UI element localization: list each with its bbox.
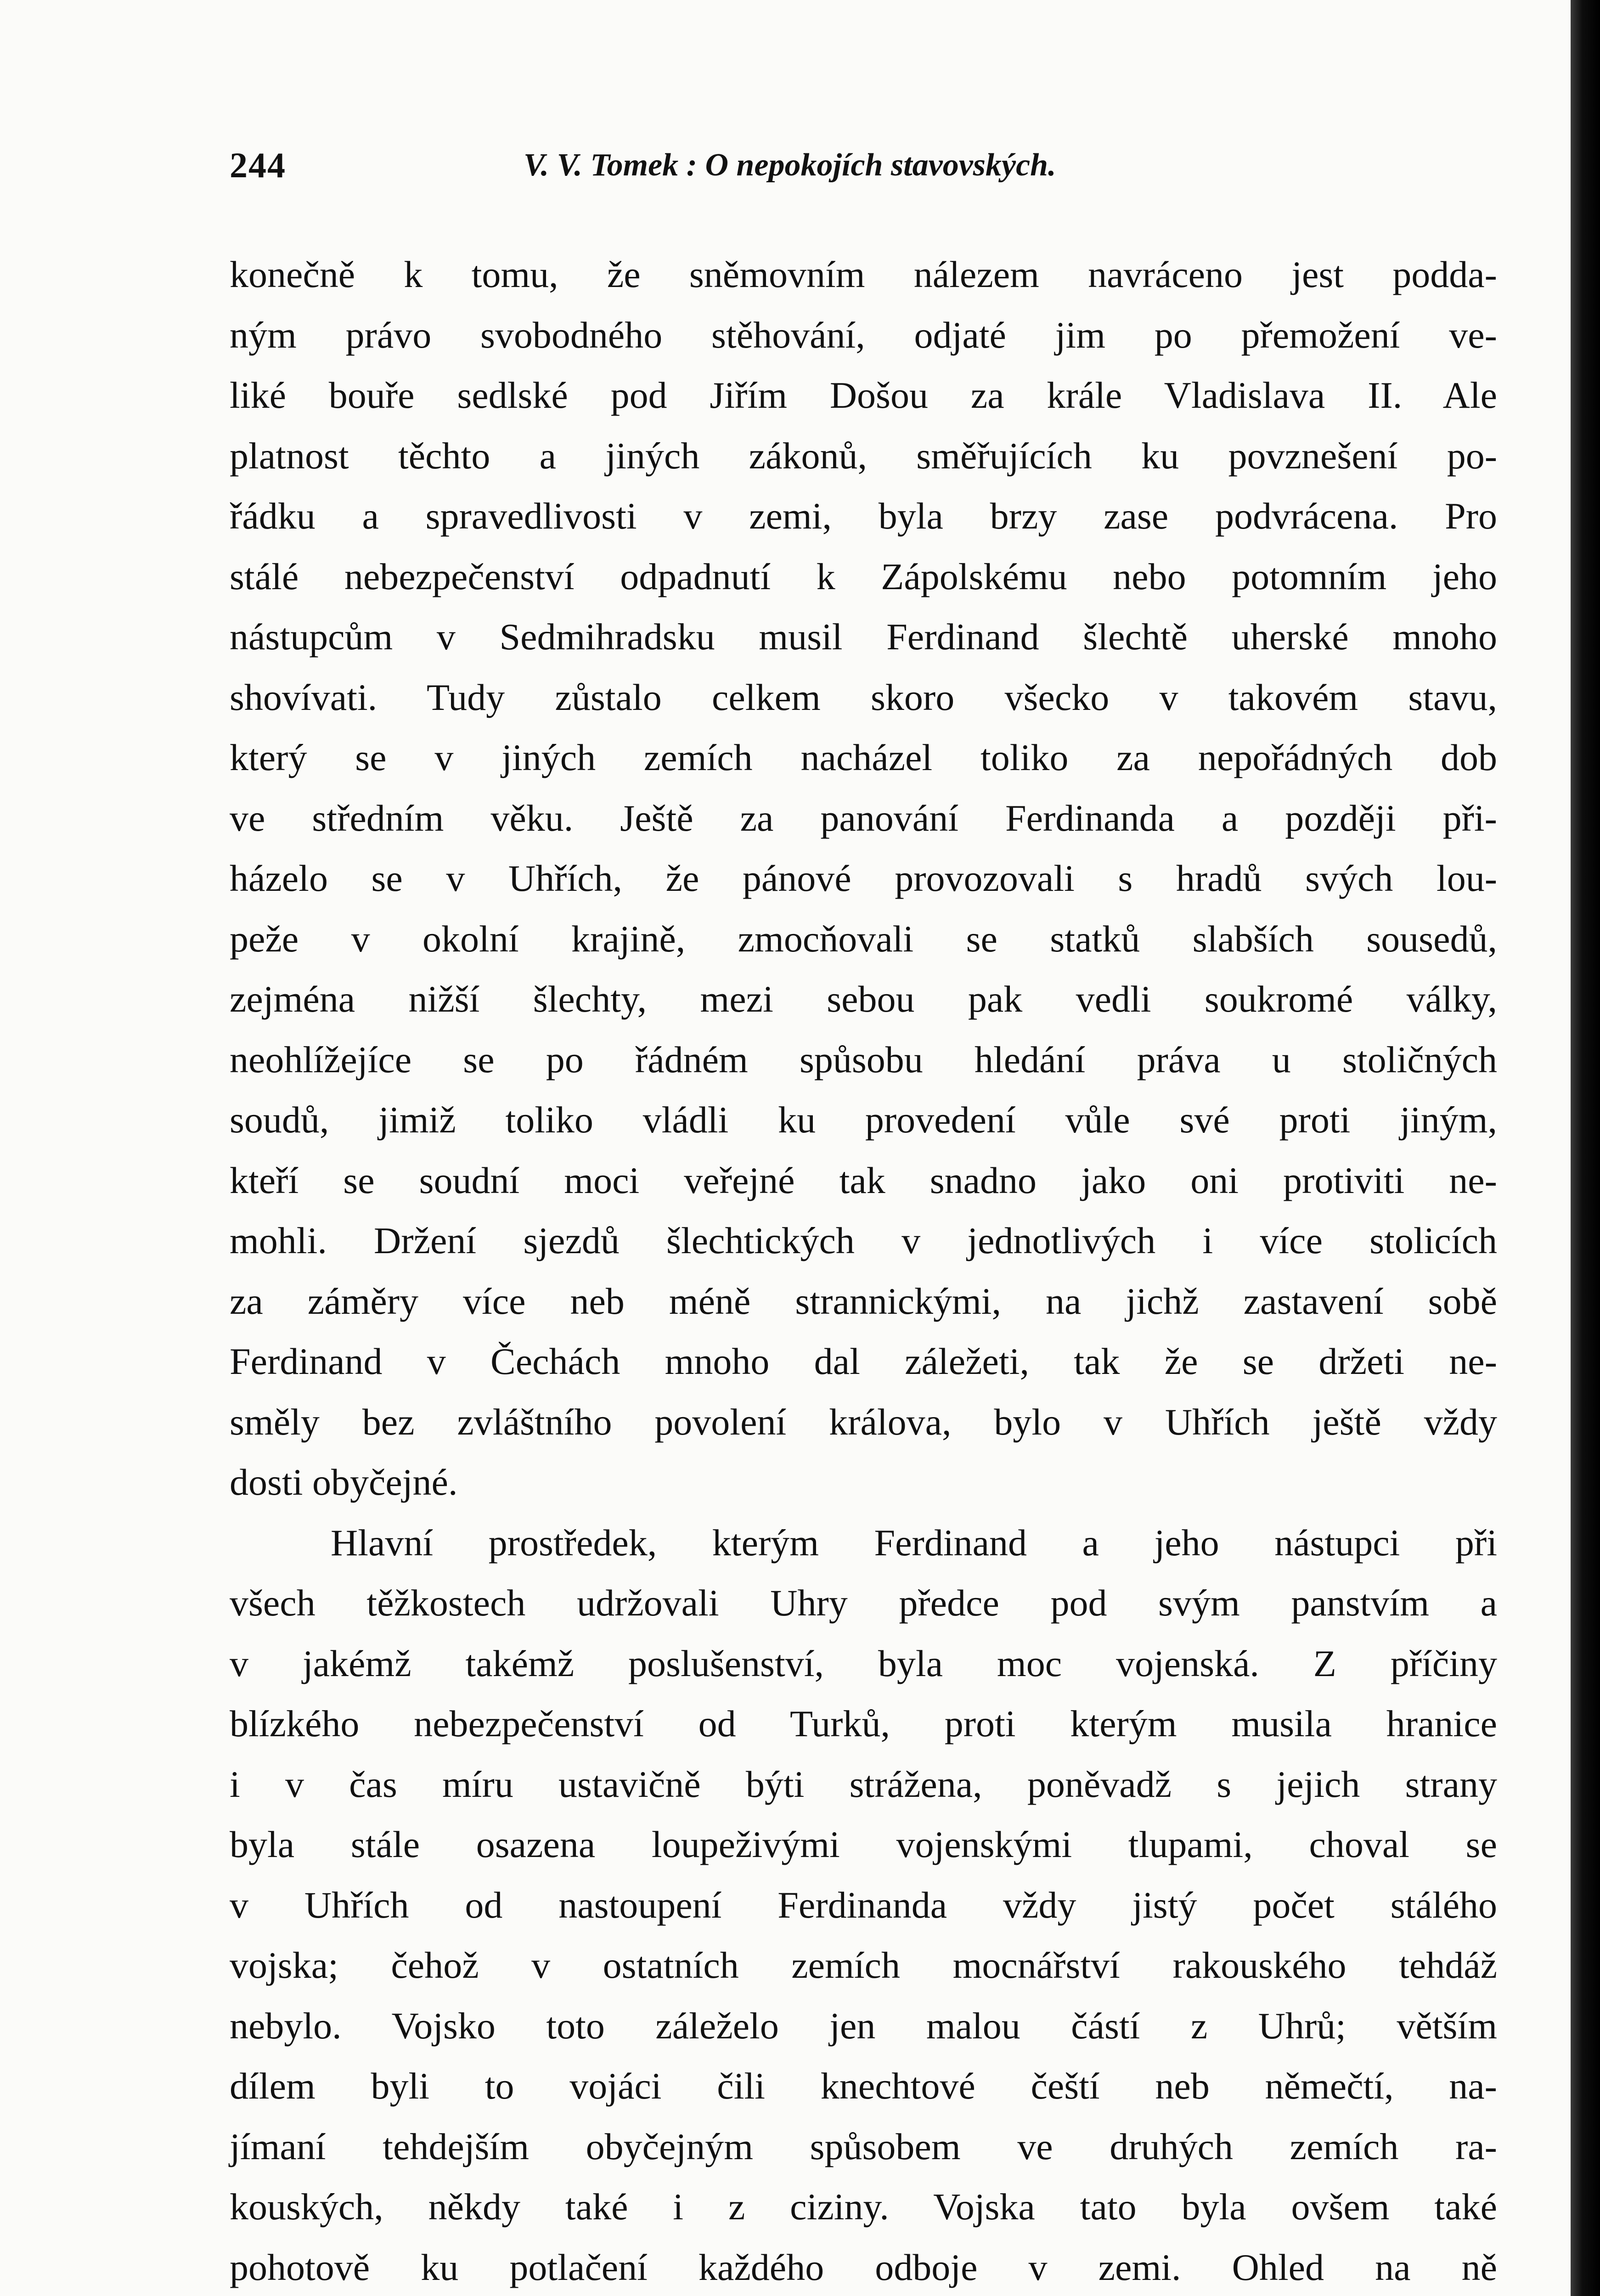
text-line: dosti obyčejné. (230, 1461, 458, 1503)
text-line: který se v jiných zemích nacházel toliko za nepořádných dob (230, 737, 1497, 778)
page-edge-shadow (1571, 0, 1600, 2296)
text-line: byla stále osazena loupeživými vojenskými tlupami, choval se (230, 1823, 1497, 1865)
text-line: ným právo svobodného stěhování, odjaté jim po přemožení ve- (230, 314, 1497, 356)
text-line: házelo se v Uhřích, že pánové provozovali s hradů svých lou- (230, 857, 1497, 899)
text-line: stálé nebezpečenství odpadnutí k Zápolskému nebo potomním jeho (230, 555, 1497, 597)
text-line: blízkého nebezpečenství od Turků, proti kterým musila hranice (230, 1703, 1497, 1745)
text-line: liké bouře sedlské pod Jiřím Došou za krále Vladislava II. Ale (230, 374, 1497, 416)
text-line: nebylo. Vojsko toto záleželo jen malou částí z Uhrů; větším (230, 2004, 1497, 2047)
text-line: neohlížejíce se po řádném spůsobu hledání práva u stoličných (230, 1038, 1497, 1080)
text-line: jímaní tehdejším obyčejným spůsobem ve druhých zemích ra- (230, 2125, 1497, 2167)
text-line: v jakémž takémž poslušenství, byla moc vojenská. Z příčiny (230, 1642, 1497, 1684)
text-line: kteří se soudní moci veřejné tak snadno jako oni protiviti ne- (230, 1159, 1497, 1201)
text-line: za záměry více neb méně strannickými, na jichž zastavení sobě (230, 1280, 1497, 1322)
text-line: konečně k tomu, že sněmovním nálezem navráceno jest podda- (230, 253, 1497, 295)
text-line: řádku a spravedlivosti v zemi, byla brzy zase podvrácena. Pro (230, 495, 1497, 537)
text-line: dílem byli to vojáci čili knechtové čeští neb němečtí, na- (230, 2065, 1497, 2107)
text-line: Hlavní prostředek, kterým Ferdinand a jeho nástupci při (331, 1521, 1497, 1564)
text-line: nástupcům v Sedmihradsku musil Ferdinand šlechtě uherské mnoho (230, 616, 1497, 658)
text-line: v Uhřích od nastoupení Ferdinanda vždy jistý počet stálého (230, 1884, 1497, 1926)
running-title: V. V. Tomek : O nepokojích stavovských. (524, 147, 1056, 183)
text-line: kouských, někdy také i z ciziny. Vojska tato byla ovšem také (230, 2186, 1497, 2228)
text-line: Ferdinand v Čechách mnoho dal záležeti, tak že se držeti ne- (230, 1340, 1497, 1382)
page-number: 244 (230, 145, 286, 185)
text-line: všech těžkostech udržovali Uhry předce pod svým panstvím a (230, 1582, 1497, 1624)
text-line: směly bez zvláštního povolení králova, bylo v Uhřích ještě vždy (230, 1401, 1497, 1443)
text-line: peže v okolní krajině, zmocňovali se statků slabších sousedů, (230, 917, 1497, 960)
text-line: mohli. Držení sjezdů šlechtických v jednotlivých i více stolicích (230, 1220, 1497, 1261)
text-line: shovívati. Tudy zůstalo celkem skoro všecko v takovém stavu, (230, 676, 1497, 718)
text-line: i v čas míru ustavičně býti strážena, poněvadž s jejich strany (230, 1763, 1497, 1805)
text-line: pohotově ku potlačení každého odboje v zemi. Ohled na ně (230, 2246, 1497, 2288)
text-line: soudů, jimiž toliko vládli ku provedení vůle své proti jiným, (230, 1099, 1497, 1141)
body-text (230, 244, 1497, 2296)
text-line: vojska; čehož v ostatních zemích mocnářství rakouského tehdáž (230, 1944, 1497, 1986)
text-line: ve středním věku. Ještě za panování Ferdinanda a později při- (230, 797, 1497, 839)
text-line: zejména nižší šlechty, mezi sebou pak vedli soukromé války, (230, 978, 1497, 1020)
running-head (230, 138, 1506, 193)
text-line: platnost těchto a jiných zákonů, směřujících ku povznešení po- (230, 434, 1497, 477)
